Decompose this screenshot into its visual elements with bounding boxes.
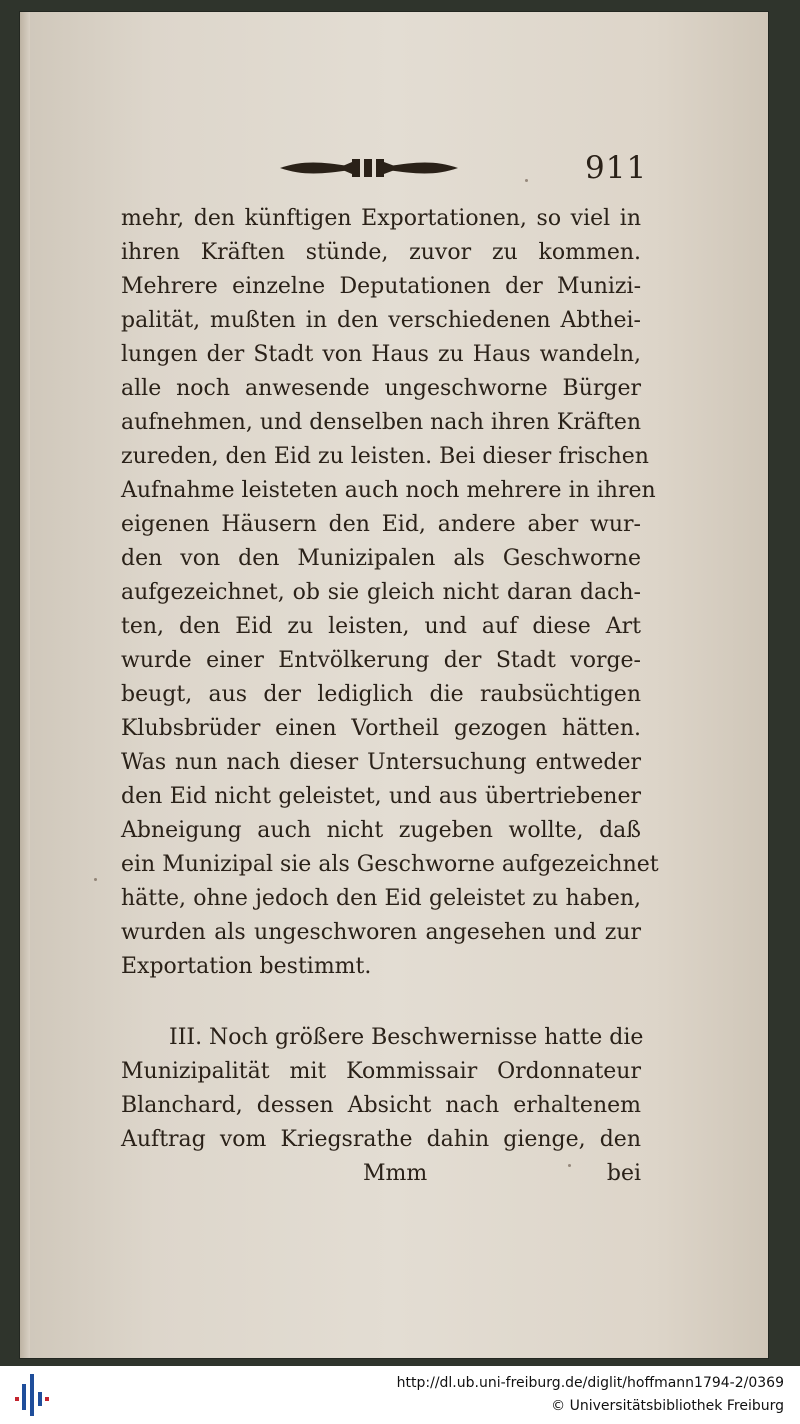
text-line: Mehrere einzelne Deputationen der Munizi- xyxy=(121,274,641,299)
text-line: aufnehmen, und denselben nach ihren Kräften xyxy=(121,410,642,435)
text-line: Aufnahme leisteten auch noch mehrere in ihren xyxy=(121,478,656,503)
text-line: den Eid nicht geleistet, und aus übertriebener xyxy=(121,784,641,809)
text-line: wurden als ungeschworen angesehen und zur xyxy=(121,920,641,945)
text-line: zureden, den Eid zu leisten. Bei dieser frischen xyxy=(121,444,649,469)
text-line: Klubsbrüder einen Vortheil gezogen hätten. xyxy=(121,716,641,741)
library-footer xyxy=(0,1366,800,1424)
paragraph-line: Auftrag vom Kriegsrathe dahin gienge, den xyxy=(121,1127,641,1152)
text-line: hätte, ohne jedoch den Eid geleistet zu haben, xyxy=(121,886,641,911)
signature-mark: Mmm xyxy=(363,1161,428,1186)
text-line: palität, mußten in den verschiedenen Abthei- xyxy=(121,308,641,333)
paper-spot xyxy=(525,179,528,182)
text-line: ein Munizipal sie als Geschworne aufgezeichnet xyxy=(121,852,659,877)
document-url-link[interactable]: http://dl.ub.uni-freiburg.de/diglit/hoffmann1794-2/0369 xyxy=(396,1375,784,1391)
paragraph-line: Blanchard, dessen Absicht nach erhaltenem xyxy=(121,1093,641,1118)
text-line: alle noch anwesende ungeschworne Bürger xyxy=(121,376,641,401)
text-line: beugt, aus der lediglich die raubsüchtigen xyxy=(121,682,641,707)
paper-spot xyxy=(94,878,97,881)
text-line: ten, den Eid zu leisten, und auf diese Art xyxy=(121,614,641,639)
text-line: Exportation bestimmt. xyxy=(121,954,372,979)
text-line: lungen der Stadt von Haus zu Haus wandeln, xyxy=(121,342,641,367)
paragraph-line: III. Noch größere Beschwernisse hatte die xyxy=(169,1025,644,1050)
printer-ornament-icon xyxy=(278,152,460,184)
paragraph-gap xyxy=(121,984,641,1021)
paragraph-line: Munizipalität mit Kommissair Ordonnateur xyxy=(121,1059,641,1084)
text-line: ihren Kräften stünde, zuvor zu kommen. xyxy=(121,240,641,265)
text-line: wurde einer Entvölkerung der Stadt vorge- xyxy=(121,648,641,673)
library-logo-icon xyxy=(15,1374,49,1416)
text-line: mehr, den künftigen Exportationen, so viel in xyxy=(121,206,641,231)
page-footer-line xyxy=(121,1157,641,1191)
page-number: 911 xyxy=(585,150,648,186)
book-page xyxy=(20,12,768,1358)
text-line: aufgezeichnet, ob sie gleich nicht daran dach- xyxy=(121,580,641,605)
body-text xyxy=(121,202,659,1191)
text-line: eigenen Häusern den Eid, andere aber wur- xyxy=(121,512,641,537)
copyright-text: © Universitätsbibliothek Freiburg xyxy=(551,1398,784,1414)
catchword: bei xyxy=(606,1161,641,1186)
text-line: Was nun nach dieser Untersuchung entweder xyxy=(121,750,641,775)
text-line: Abneigung auch nicht zugeben wollte, daß xyxy=(121,818,641,843)
text-line: den von den Munizipalen als Geschworne xyxy=(121,546,641,571)
